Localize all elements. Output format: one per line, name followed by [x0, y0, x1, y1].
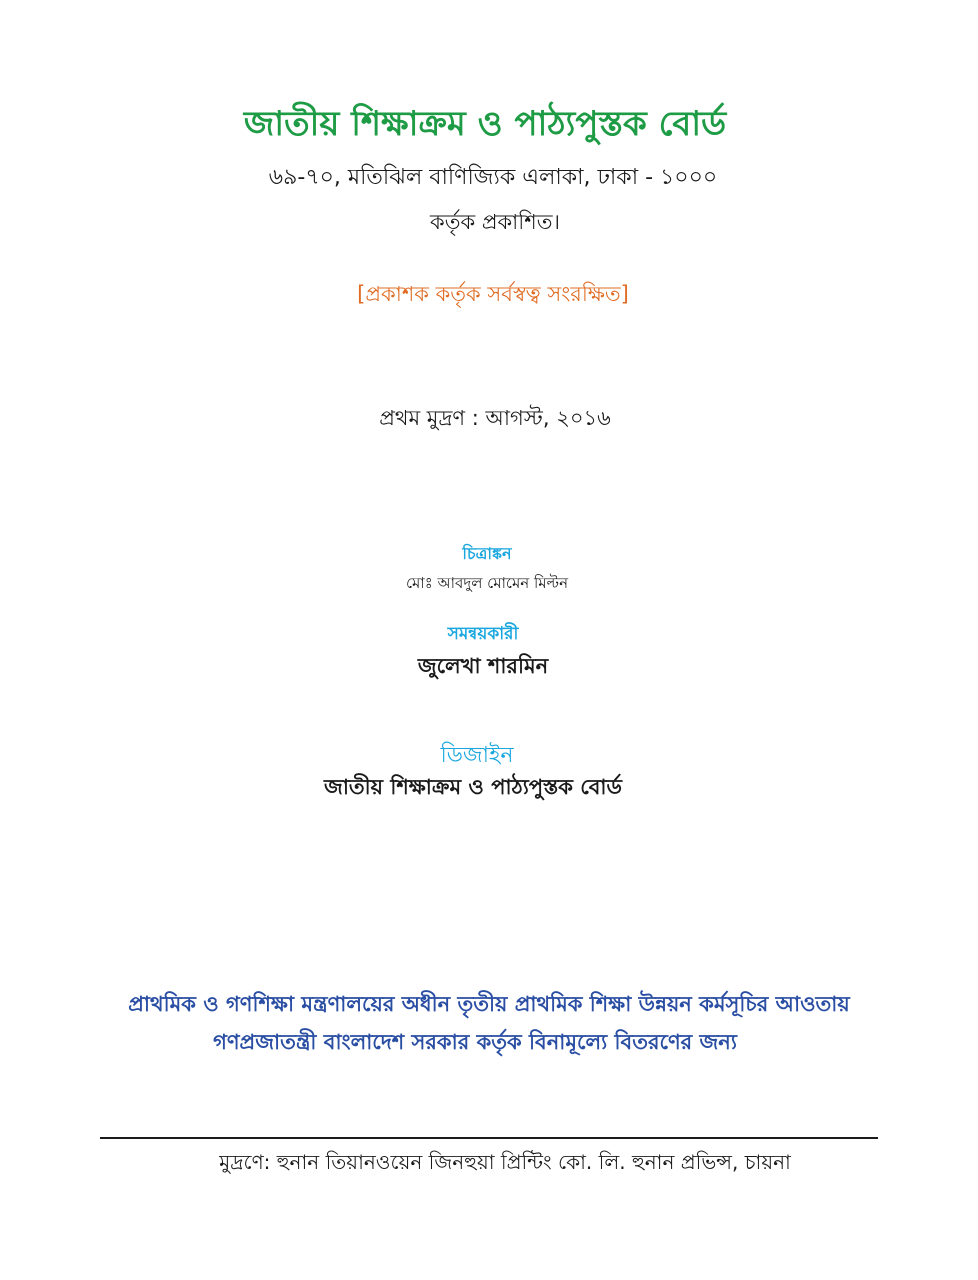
design-name: জাতীয় শিক্ষাক্রম ও পাঠ্যপুস্তক বোর্ড — [324, 775, 622, 799]
design-label: ডিজাইন — [440, 743, 514, 768]
illustration-label: চিত্রাঙ্কন — [462, 544, 512, 563]
distribution-note-line-1: প্রাথমিক ও গণশিক্ষা মন্ত্রণালয়ের অধীন তৃতীয় প্রাথমিক শিক্ষা উন্নয়ন কর্মসূচির আওতায় — [128, 992, 850, 1016]
footer-divider — [100, 1137, 878, 1139]
copyright-notice: [প্রকাশক কর্তৃক সর্বস্বত্ব সংরক্ষিত] — [357, 282, 629, 306]
coordinator-label: সমন্বয়কারী — [447, 624, 519, 644]
publisher-address: ৬৯-৭০, মতিঝিল বাণিজ্যিক এলাকা, ঢাকা - ১০০০ — [268, 165, 718, 190]
coordinator-name: জুলেখা শারমিন — [417, 654, 549, 678]
published-by: কর্তৃক প্রকাশিত। — [430, 210, 560, 234]
printer-info: মুদ্রণে: হুনান তিয়ানওয়েন জিনহুয়া প্রিন্টিং কো. লি. হুনান প্রভিন্স, চায়না — [219, 1150, 791, 1174]
publisher-title: জাতীয় শিক্ষাক্রম ও পাঠ্যপুস্তক বোর্ড — [243, 104, 727, 144]
distribution-note-line-2: গণপ্রজাতন্ত্রী বাংলাদেশ সরকার কর্তৃক বিনামূল্যে বিতরণের জন্য — [213, 1030, 737, 1054]
illustration-name: মোঃ আবদুল মোমেন মিল্টন — [405, 574, 569, 592]
first-print-date: প্রথম মুদ্রণ : আগস্ট, ২০১৬ — [379, 406, 611, 430]
